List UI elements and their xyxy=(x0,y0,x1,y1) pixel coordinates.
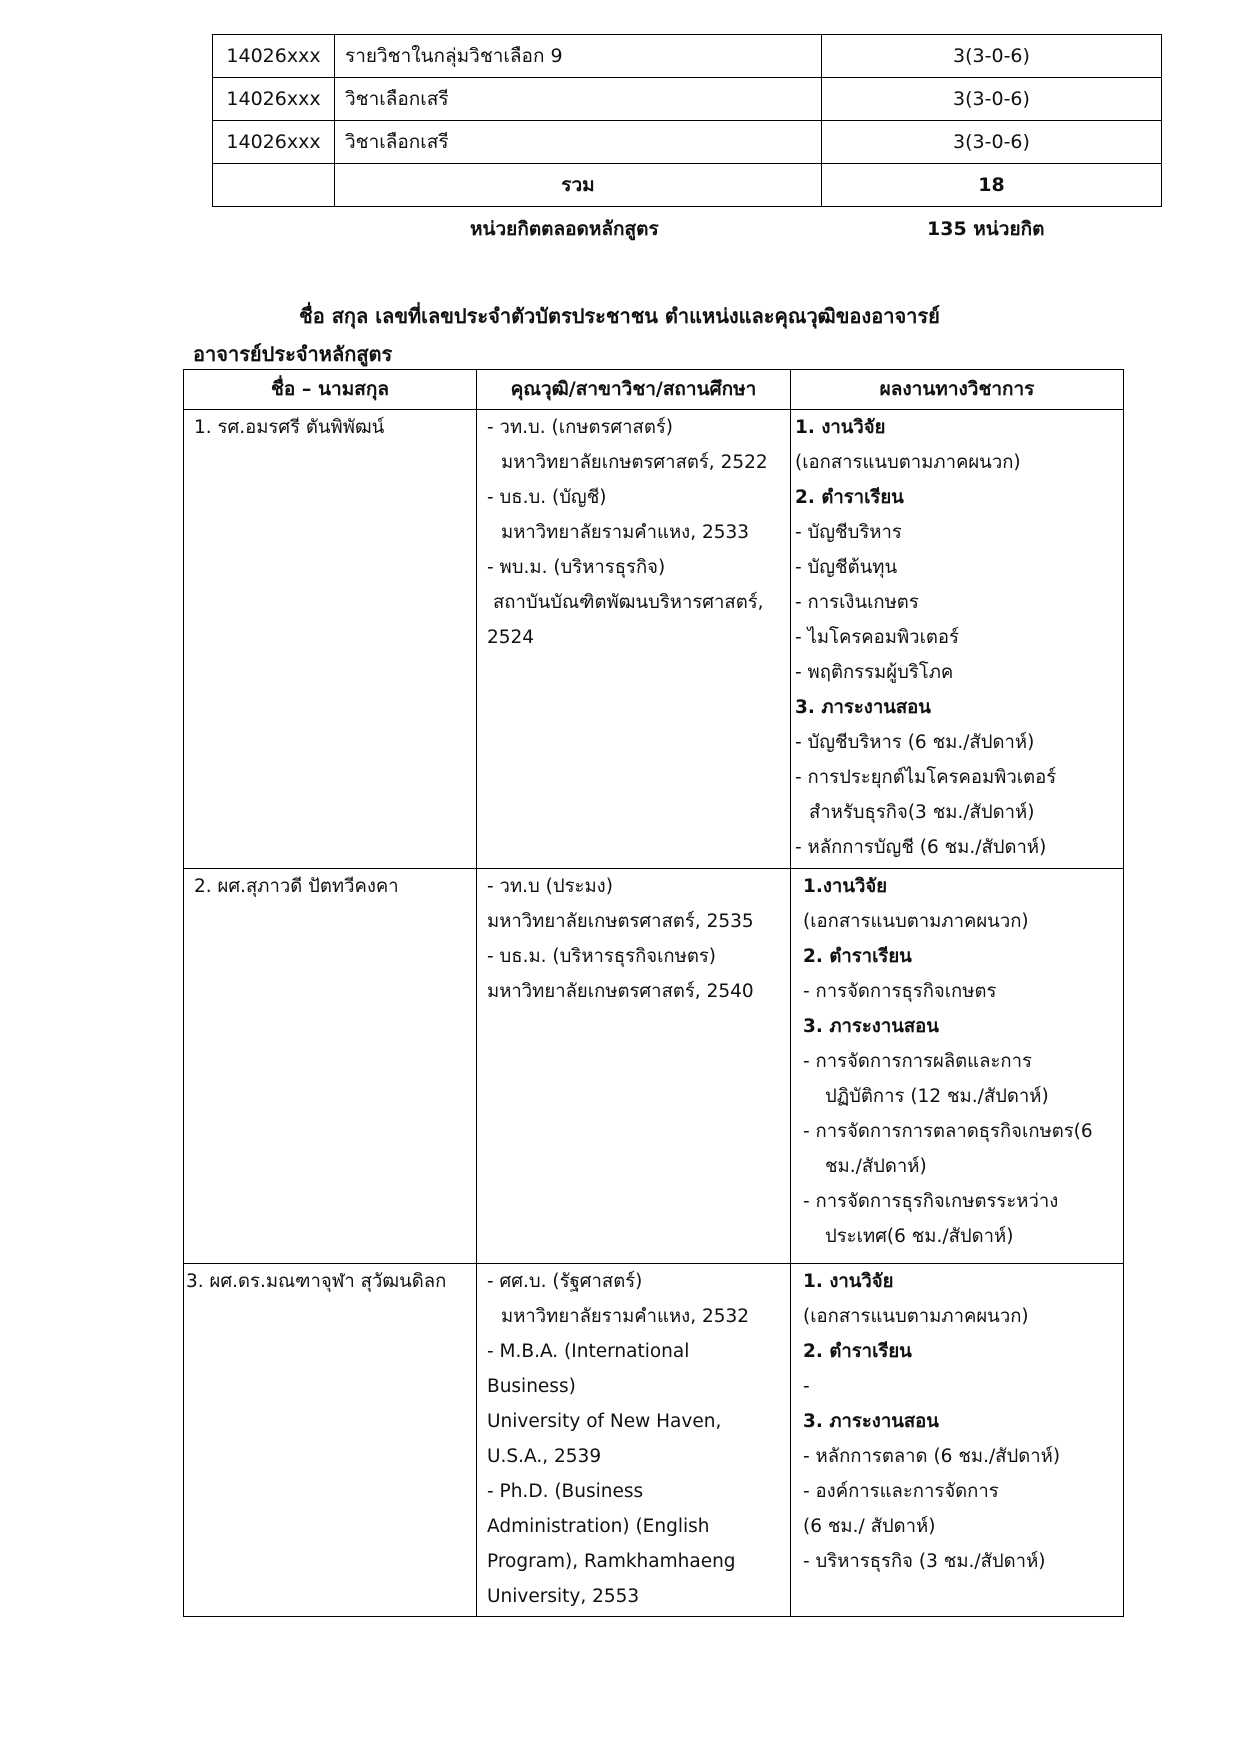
work-line: - การจัดการธุรกิจเกษตรระหว่าง xyxy=(803,1191,1059,1212)
work-heading: 1. งานวิจัย xyxy=(795,417,886,438)
course-name: รายวิชาในกลุ่มวิชาเลือก 9 xyxy=(335,35,822,78)
qualification-line: มหาวิทยาลัยรามคำแหง, 2533 xyxy=(501,522,750,543)
work-line: (เอกสารแนบตามภาคผนวก) xyxy=(803,911,1029,932)
work-line: - การเงินเกษตร xyxy=(795,592,919,613)
course-code: 14026xxx xyxy=(213,121,335,164)
total-label: รวม xyxy=(335,164,822,207)
qualification-line: - บธ.บ. (บัญชี) xyxy=(487,487,607,508)
course-table xyxy=(212,34,1162,207)
qualification-line: Program), Ramkhamhaeng xyxy=(487,1551,736,1572)
header-works: ผลงานทางวิชาการ xyxy=(791,370,1124,410)
course-name: วิชาเลือกเสรี xyxy=(335,121,822,164)
program-credits-value: 135 หน่วยกิต xyxy=(927,218,1045,240)
work-line: ชม./สัปดาห์) xyxy=(825,1156,927,1177)
table-row xyxy=(184,410,1124,869)
staff-table xyxy=(183,369,1124,1617)
course-name: วิชาเลือกเสรี xyxy=(335,78,822,121)
work-line: - การประยุกต์ไมโครคอมพิวเตอร์ xyxy=(795,767,1057,788)
work-heading: 1. งานวิจัย xyxy=(803,1271,894,1292)
qualification-line: - M.B.A. (International xyxy=(487,1341,690,1362)
table-row xyxy=(213,78,1162,121)
work-line: - ไมโครคอมพิวเตอร์ xyxy=(795,627,959,648)
qualification-line: University, 2553 xyxy=(487,1586,640,1607)
section-heading: ชื่อ สกุล เลขที่เลขประจำตัวบัตรประชาชน ตำแหน่งและคุณวุฒิของอาจารย์ xyxy=(299,304,940,328)
staff-name: 1. รศ.อมรศรี ตันพิพัฒน์ xyxy=(194,417,385,438)
work-line: ประเทศ(6 ชม./สัปดาห์) xyxy=(825,1226,1014,1247)
work-line: - บัญชีต้นทุน xyxy=(795,557,898,578)
qualification-line: Business) xyxy=(487,1376,576,1397)
work-line: - องค์การและการจัดการ xyxy=(803,1481,999,1502)
work-line: - การจัดการธุรกิจเกษตร xyxy=(803,981,997,1002)
table-row xyxy=(213,121,1162,164)
qualification-line: - บธ.ม. (บริหารธุรกิจเกษตร) xyxy=(487,946,717,967)
work-line: (เอกสารแนบตามภาคผนวก) xyxy=(803,1306,1029,1327)
qualification-line: มหาวิทยาลัยเกษตรศาสตร์, 2540 xyxy=(487,981,754,1002)
header-qualifications: คุณวุฒิ/สาขาวิชา/สถานศึกษา xyxy=(477,370,791,410)
qualification-line: University of New Haven, xyxy=(487,1411,722,1432)
table-row xyxy=(213,35,1162,78)
work-heading: 1.งานวิจัย xyxy=(803,876,888,897)
work-line: (เอกสารแนบตามภาคผนวก) xyxy=(795,452,1021,473)
section-subheading: อาจารย์ประจำหลักสูตร xyxy=(193,342,393,366)
course-credits: 3(3-0-6) xyxy=(822,35,1162,78)
qualification-line: มหาวิทยาลัยรามคำแหง, 2532 xyxy=(501,1306,750,1327)
staff-qualifications-cell xyxy=(477,410,791,869)
work-heading: 3. ภาระงานสอน xyxy=(795,697,931,718)
qualification-line: 2524 xyxy=(487,627,535,648)
table-row xyxy=(184,869,1124,1264)
qualification-line: - พบ.ม. (บริหารธุรกิจ) xyxy=(487,557,666,578)
empty-cell xyxy=(213,164,335,207)
work-line: - บัญชีบริหาร xyxy=(795,522,902,543)
qualification-line: U.S.A., 2539 xyxy=(487,1446,602,1467)
course-code: 14026xxx xyxy=(213,78,335,121)
work-line: (6 ชม./ สัปดาห์) xyxy=(803,1516,936,1537)
staff-name-cell xyxy=(184,410,477,869)
work-line: - พฤติกรรมผู้บริโภค xyxy=(795,662,954,683)
work-line: - xyxy=(803,1376,810,1397)
table-header-row xyxy=(184,370,1124,410)
qualification-line: - Ph.D. (Business xyxy=(487,1481,644,1502)
header-name: ชื่อ – นามสกุล xyxy=(184,370,477,410)
course-credits: 3(3-0-6) xyxy=(822,121,1162,164)
course-code: 14026xxx xyxy=(213,35,335,78)
qualification-line: - วท.บ (ประมง) xyxy=(487,876,613,897)
work-heading: 2. ตำราเรียน xyxy=(803,1341,912,1362)
staff-name: 2. ผศ.สุภาวดี ปัตทวีคงคา xyxy=(194,876,399,897)
staff-works-cell xyxy=(791,869,1124,1264)
staff-name: 3. ผศ.ดร.มณฑาจุฬา สุวัฒนดิลก xyxy=(186,1271,447,1292)
work-line: ปฏิบัติการ (12 ชม./สัปดาห์) xyxy=(825,1086,1049,1107)
staff-qualifications-cell xyxy=(477,1264,791,1617)
work-heading: 3. ภาระงานสอน xyxy=(803,1016,939,1037)
work-line: - หลักการบัญชี (6 ชม./สัปดาห์) xyxy=(795,837,1047,858)
qualification-line: - วท.บ. (เกษตรศาสตร์) xyxy=(487,417,674,438)
work-line: - บัญชีบริหาร (6 ชม./สัปดาห์) xyxy=(795,732,1035,753)
work-heading: 2. ตำราเรียน xyxy=(803,946,912,967)
staff-works-cell xyxy=(791,1264,1124,1617)
qualification-line: - ศศ.บ. (รัฐศาสตร์) xyxy=(487,1271,643,1292)
total-value: 18 xyxy=(822,164,1162,207)
work-line: - หลักการตลาด (6 ชม./สัปดาห์) xyxy=(803,1446,1061,1467)
qualification-line: มหาวิทยาลัยเกษตรศาสตร์, 2535 xyxy=(487,911,754,932)
work-line: สำหรับธุรกิจ(3 ชม./สัปดาห์) xyxy=(809,802,1035,823)
work-line: - การจัดการการตลาดธุรกิจเกษตร(6 xyxy=(803,1121,1093,1142)
table-row xyxy=(184,1264,1124,1617)
qualification-line: Administration) (English xyxy=(487,1516,710,1537)
staff-qualifications-cell xyxy=(477,869,791,1264)
staff-works-cell xyxy=(791,410,1124,869)
staff-name-cell xyxy=(184,869,477,1264)
program-credits-label: หน่วยกิตตลอดหลักสูตร xyxy=(470,218,659,240)
work-line: - การจัดการการผลิตและการ xyxy=(803,1051,1032,1072)
staff-name-cell xyxy=(184,1264,477,1617)
course-credits: 3(3-0-6) xyxy=(822,78,1162,121)
qualification-line: มหาวิทยาลัยเกษตรศาสตร์, 2522 xyxy=(501,452,768,473)
work-line: - บริหารธุรกิจ (3 ชม./สัปดาห์) xyxy=(803,1551,1046,1572)
table-total-row xyxy=(213,164,1162,207)
qualification-line: สถาบันบัณฑิตพัฒนบริหารศาสตร์, xyxy=(493,592,764,613)
work-heading: 3. ภาระงานสอน xyxy=(803,1411,939,1432)
work-heading: 2. ตำราเรียน xyxy=(795,487,904,508)
